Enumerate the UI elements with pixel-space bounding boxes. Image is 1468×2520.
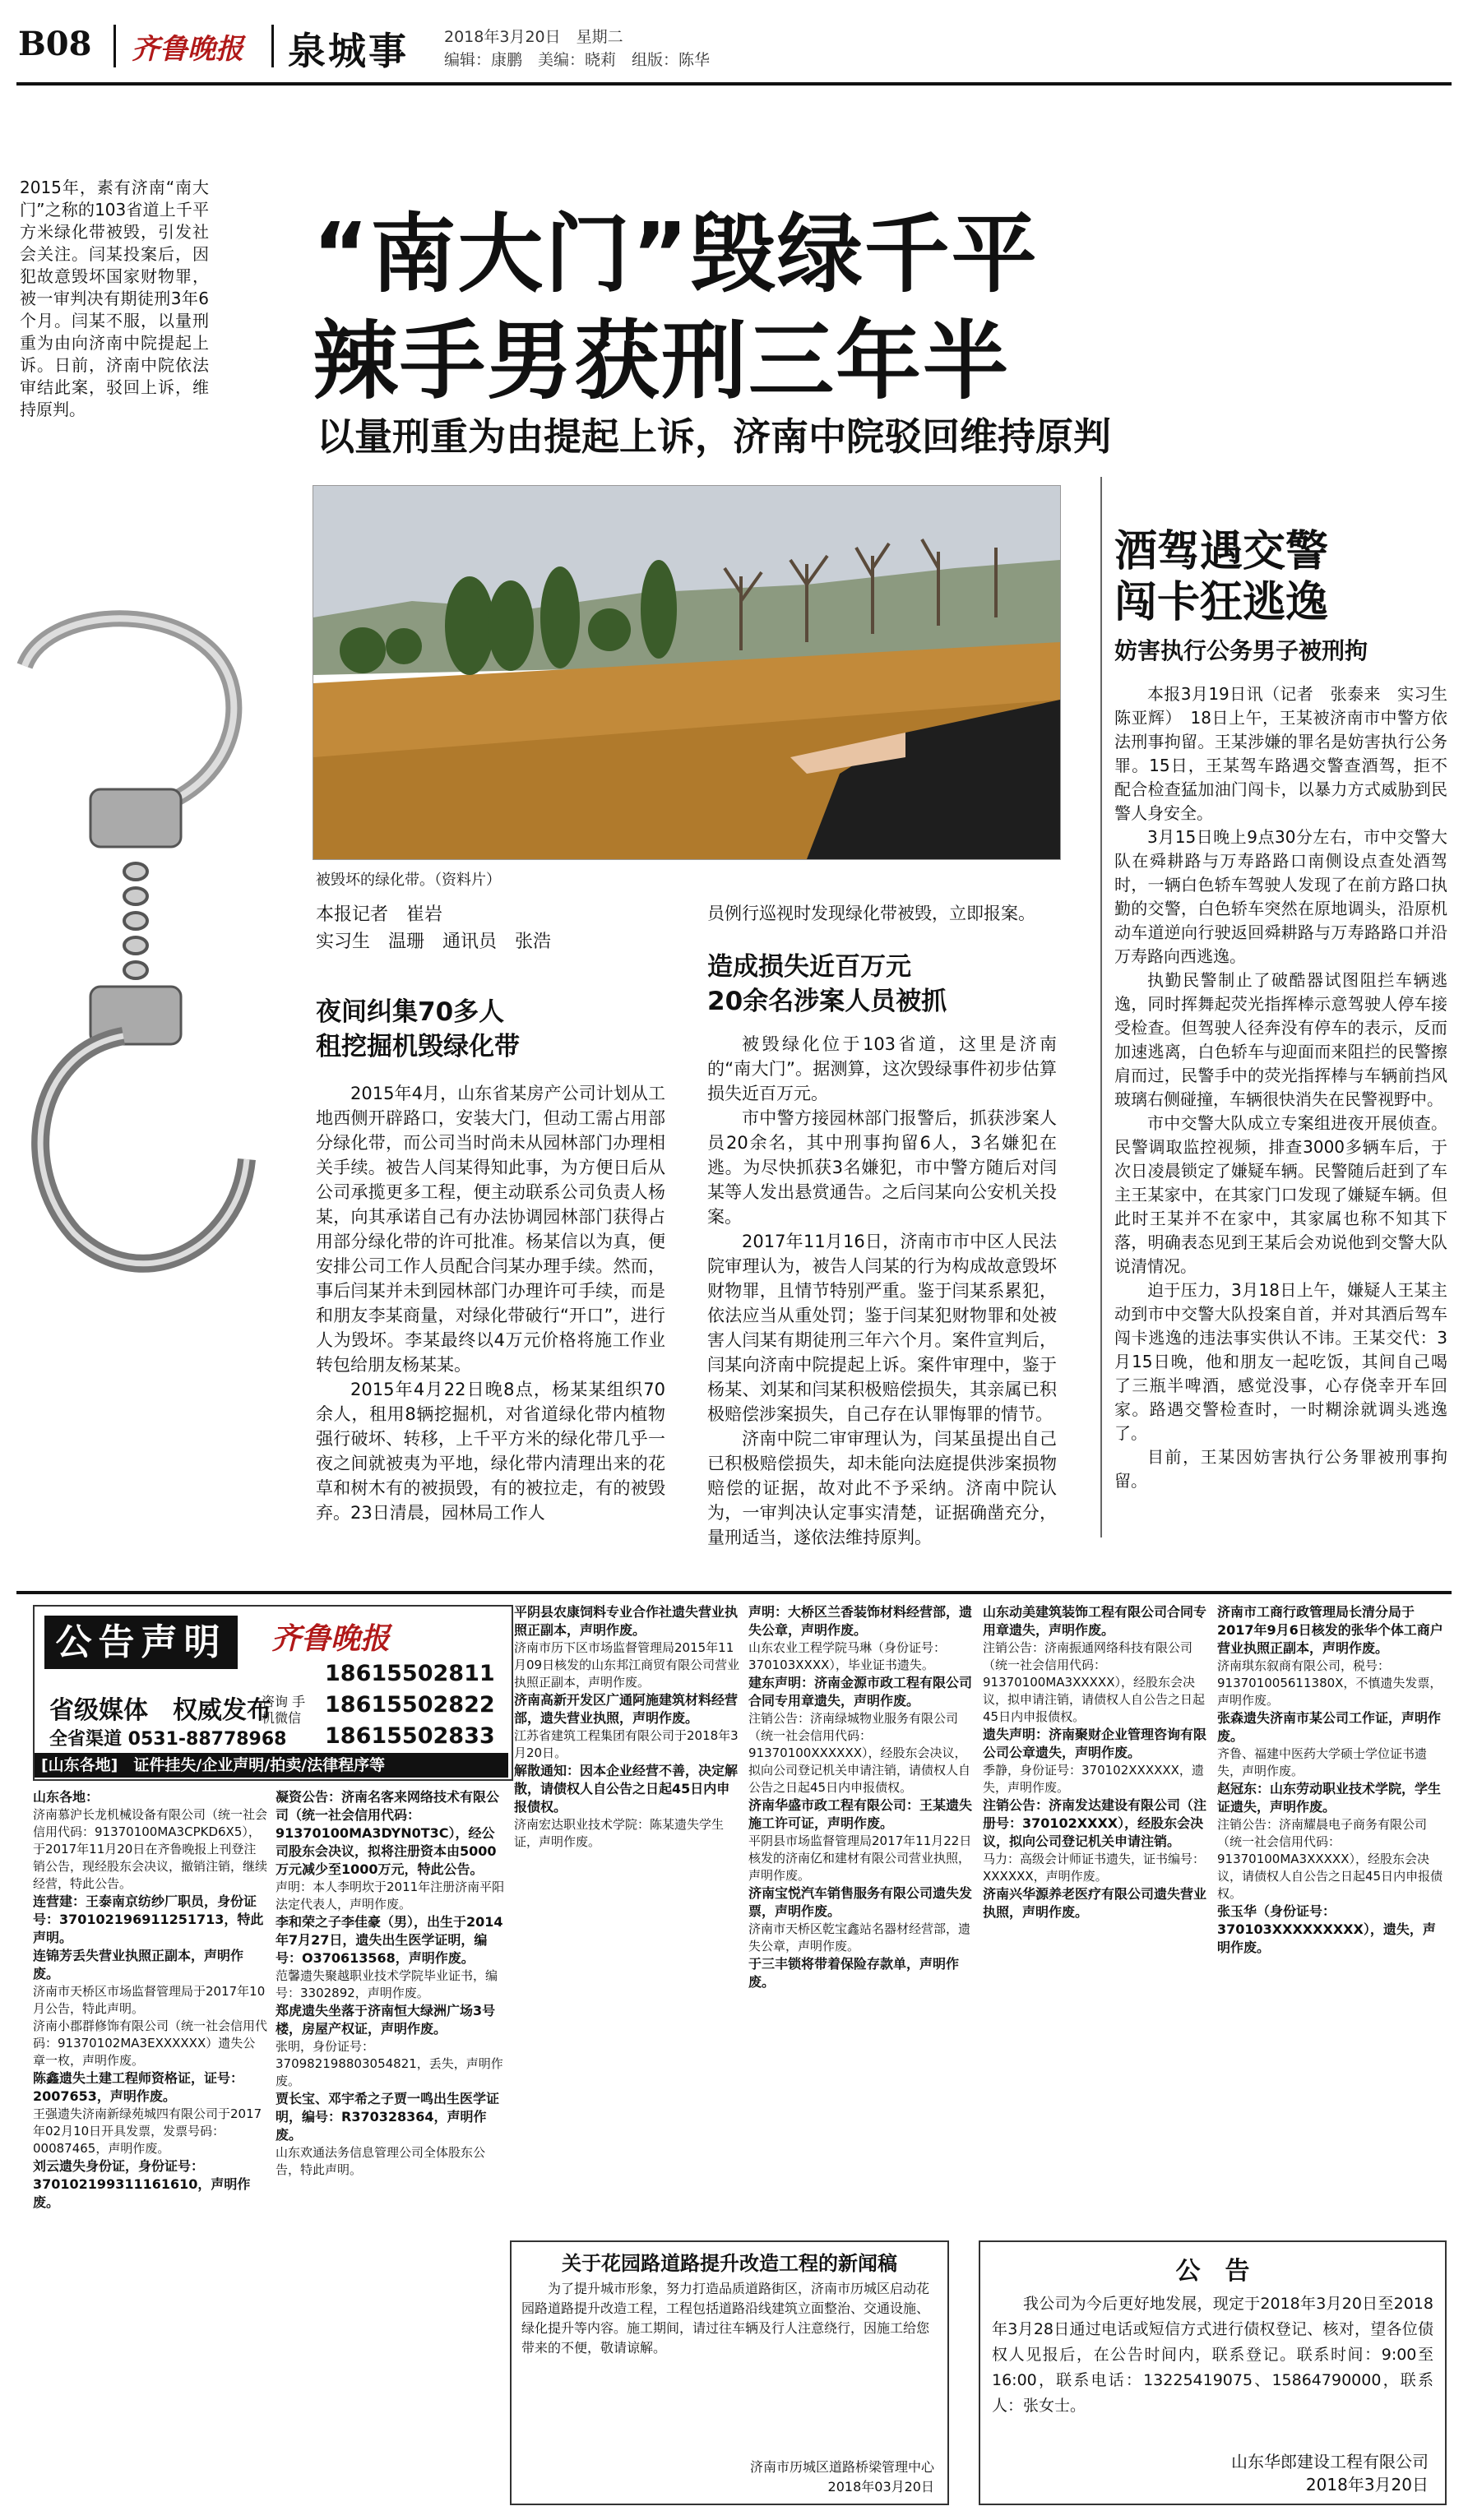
notice-date: 2018年3月20日 (1305, 2475, 1429, 2495)
subhead-2a: 造成损失近百万元 (707, 952, 911, 982)
page-number: B08 (18, 25, 92, 63)
issue-date: 2018年3月20日 星期二 (444, 28, 623, 46)
newspaper-logo: 齐鲁晚报 (132, 33, 243, 66)
ad-item: 济南华盛市政工程有限公司：王某遗失施工许可证，声明作废。 (748, 1797, 973, 1831)
article-column-2 (707, 1032, 1057, 1550)
paragraph: 执勤民警制止了破酷器试图阻拦车辆逃逸，同时挥舞起荧光指挥棒示意驾驶人停车接受检查。但驾驶人径奔没有停车的表示，反而加速逃离，白色轿车与迎面而来阻拦的民警擦肩而过，民警手中的荧光指挥棒与车辆前挡风玻璃右侧碰撞，车辆很快消失在民警视野中。 (1114, 970, 1447, 1109)
paragraph: 被毁绿化位于103省道，这里是济南的“南大门”。据测算，这次毁绿事件初步估算损失近百万元。 (707, 1034, 1057, 1103)
news-release-text: 为了提升城市形象，努力打造品质道路街区，济南市历城区启动花园路道路提升改造工程，工程包括道路沿线建筑立面整治、交通设施、绿化提升等内容。施工期间，请过往车辆及行人注意绕行，因施工给您带来的不便，敬请谅解。 (521, 2281, 930, 2356)
ad-slogan: 省级媒体 权威发布 (49, 1696, 271, 1725)
ad-column-1 (33, 1788, 267, 2504)
ad-item: 凝资公告：济南名客来网络技术有限公司（统一社会信用代码：91370100MA3DYN0T3C），经公司股东会决议，拟将注册资本由5000万元减少至1000万元，特此公告。 (276, 1789, 500, 1877)
news-photo (313, 485, 1061, 860)
notice-company: 山东华郎建设工程有限公司 (1231, 2452, 1429, 2471)
ad-item: 郑虎遗失坐落于济南恒大绿洲广场3号楼，房屋产权证，声明作废。 (276, 2003, 496, 2037)
ad-column-2 (276, 1788, 506, 2504)
ad-item: 声明：本人李明坎于2011年注册济南平阳法定代表人，声明作废。 (276, 1880, 505, 1912)
paragraph: 本报3月19日讯（记者 张泰来 实习生 陈亚辉） 18日上午，王某被济南市中警方依法刑事拘留。王某涉嫌的罪名是妨害执行公务罪。15日，王某驾车路遇交警查酒驾，拒不配合检查猛加油门闯卡，以暴力方式威胁到民警人身安全。 (1114, 684, 1464, 823)
ad-column-5 (983, 1603, 1209, 2228)
ad-item: 济南市工商行政管理局长清分局于2017年9月6日核发的张华个体工商户营业执照正副本，声明作废。 (1217, 1604, 1443, 1656)
ad-item: 济南高新开发区广通阿施建筑材料经营部，遗失营业执照，声明作废。 (514, 1692, 739, 1726)
ad-item: 山东农业工程学院马琳（身份证号：370103XXXX），毕业证书遗失。 (748, 1640, 947, 1672)
paragraph: 3月15日晚上9点30分左右，市中交警大队在舜耕路与万寿路路口南侧设点查处酒驾时，一辆白色轿车驾驶人发现了在前方路口执勤的交警，白色轿车突然在原地调头，沿原机动车道逆向行驶返回舜耕路与万寿路路口并沿万寿路向西逃逸。 (1114, 827, 1447, 966)
headline-subtitle: 以量刑重为由提起上诉，济南中院驳回维持原判 (317, 414, 1111, 459)
ad-item: 济南小郡群修饰有限公司（统一社会信用代码：91370102MA3EXXXXXX）遗失公章一枚，声明作废。 (33, 2018, 268, 2068)
ad-item: 济南兴华源养老医疗有限公司遗失营业执照，声明作废。 (983, 1886, 1207, 1920)
ad-paper-logo: 齐鲁晚报 (271, 1621, 391, 1656)
headline-line-1: “南大门”毁绿千平 (313, 204, 1039, 304)
creditor-notice-box (979, 2240, 1447, 2505)
paragraph: 目前，王某因妨害执行公务罪被刑事拘留。 (1114, 1447, 1447, 1491)
ad-item: 季静，身份证号：370102XXXXXX，遗失，声明作废。 (983, 1763, 1204, 1795)
ad-item: 平阴县农康饲料专业合作社遗失营业执照正副本，声明作废。 (514, 1604, 739, 1638)
ad-item: 刘云遗失身份证，身份证号：370102199311161610，声明作废。 (33, 2158, 251, 2210)
article-column-1 (316, 1081, 665, 1550)
side-subtitle: 妨害执行公务男子被刑拘 (1114, 637, 1368, 664)
ad-item: 江苏省建筑工程集团有限公司于2018年3月20日。 (514, 1728, 739, 1760)
subhead-2b: 20余名涉案人员被抓 (707, 987, 947, 1016)
paragraph: 市中交警大队成立专案组进夜开展侦查。民警调取监控视频，排查3000多辆车后，于次日凌晨锁定了嫌疑车辆。民警随后赶到了车主王某家中，在其家门口发现了嫌疑车辆。但此时王某并不在家中，其家属也称不知其下落，明确表态见到王某后会劝说他到交警大队说清情况。 (1114, 1113, 1447, 1276)
divider (113, 25, 116, 67)
paragraph: 2015年4月，山东省某房产公司计划从工地西侧开辟路口，安装大门，但动工需占用部分绿化带，而公司当时尚未从园林部门办理相关手续。被告人闫某得知此事，为方便日后从公司承揽更多工程，便主动联系公司负责人杨某，向其承诺自己有办法协调园林部门获得占用部分绿化带的许可批准。杨某信以为真，便安排公司工作人员配合闫某办理手续。然而，事后闫某并未到园林部门办理许可手续，而是和朋友李某商量，对绿化带破行“开口”，进行人为毁坏。李某最终以4万元价格将施工作业转包给朋友杨某某。 (316, 1084, 665, 1375)
ad-item: 山东欢通法务信息管理公司全体股东公告，特此声明。 (276, 2145, 486, 2177)
section-title: 泉城事 (288, 29, 409, 73)
ad-section-rule (16, 1591, 1452, 1594)
ad-item: 连营建：王泰南京纺纱厂职员，身份证号：370102196911251713，特此声明。 (33, 1893, 264, 1945)
ad-phone: 18615502833 (325, 1723, 495, 1749)
ad-item: 贾长宝、邓宇希之子贾一鸣出生医学证明，编号：R370328364，声明作废。 (276, 2091, 500, 2143)
ad-item: 连锦芳丢失营业执照正副本，声明作废。 (33, 1948, 244, 1981)
ad-item: 赵冠东：山东劳动职业技术学院，学生证遗失，声明作废。 (1217, 1781, 1442, 1815)
ad-item: 齐鲁、福建中医药大学硕士学位证书遗失，声明作废。 (1217, 1746, 1428, 1778)
ad-item: 注销公告：济南耀晨电子商务有限公司（统一社会信用代码：91370100MA3XXXXX），经股东会决议，请债权人自公告之日起45日内申报债权。 (1217, 1817, 1443, 1901)
news-release-date: 2018年03月20日 (827, 2479, 934, 2495)
editor-credits: 编辑：康鹏 美编：晓莉 组版：陈华 (444, 51, 711, 69)
ad-item: 范馨遗失聚越职业技术学院毕业证书，编号：3302892，声明作废。 (276, 1968, 498, 2000)
news-release-title: 关于花园路道路提升改造工程的新闻稿 (562, 2252, 897, 2275)
byline-reporter: 本报记者 崔岩 (316, 904, 443, 925)
ad-phone: 18615502811 (325, 1661, 495, 1686)
ad-item: 于三丰锁将带着保险存款单，声明作废。 (748, 1956, 960, 1990)
ad-item: 注销公告：济南发达建设有限公司（注册号：370102XXXX），经股东会决议，拟向公司登记机关申请注销。 (983, 1797, 1207, 1849)
ad-category-bar: [山东各地] 证件挂失/企业声明/拍卖/法律程序等 (35, 1753, 508, 1778)
subhead-1b: 租挖掘机毁绿化带 (316, 1032, 520, 1061)
ad-item: 济南琪东叙商有限公司，税号：913701005611380X，不慎遗失发票，声明作废。 (1217, 1658, 1443, 1708)
notice-title: 公 告 (1175, 2257, 1250, 2286)
ad-item: 济南市天桥区乾宝鑫站名器材经营部，遗失公章，声明作废。 (748, 1921, 971, 1954)
ad-item: 山东各地： (33, 1789, 100, 1805)
ad-item: 济南宏达职业技术学院：陈某遗失学生证，声明作废。 (514, 1817, 725, 1849)
ad-item: 注销公告：济南绿城物业服务有限公司（统一社会信用代码：91370100XXXXXX），经股东会决议，拟向公司登记机关申请注销，请债权人自公告之日起45日内申报债权。 (748, 1711, 971, 1795)
ad-item: 李和荣之子李佳豪（男），出生于2014年7月27日，遗失出生医学证明，编号：O370613568，声明作废。 (276, 1914, 503, 1966)
ad-item: 张森遗失济南市某公司工作证，声明作废。 (1217, 1710, 1442, 1744)
ad-column-4 (748, 1603, 975, 2228)
ad-item: 马力：高级会计师证书遗失，证书编号：XXXXXX，声明作废。 (983, 1852, 1206, 1884)
headline-line-2: 辣手男获刑三年半 (313, 311, 1011, 411)
divider (271, 25, 274, 67)
ad-item: 济南市历下区市场监督管理局2015年11月09日核发的山东邦江商贸有限公司营业执照正副本，声明作废。 (514, 1640, 740, 1690)
paragraph: 2017年11月16日，济南市市中区人民法院审理认为，被告人闫某的行为构成故意毁坏财物罪，且情节特别严重。鉴于闫某系累犯，依法应当从重处罚；鉴于闫某犯财物罪和处被害人闫某有期徒刑三年六个月。案件宣判后，闫某向济南中院提起上诉。案件审理中，鉴于杨某、刘某和闫某积极赔偿损失，其亲属已积极赔偿涉案损失，自己存在认罪悔罪的情节。 (707, 1232, 1057, 1424)
side-headline-1: 酒驾遇交警 (1114, 527, 1329, 576)
ad-item: 陈鑫遗失土建工程师资格证，证号：2007653，声明作废。 (33, 2070, 244, 2104)
ad-item: 建东声明：济南金源市政工程有限公司合同专用章遗失，声明作废。 (748, 1675, 973, 1709)
ad-item: 山东动美建筑装饰工程有限公司合同专用章遗失，声明作废。 (983, 1604, 1207, 1638)
ad-item: 平阴县市场监督管理局2017年11月22日核发的济南亿和建材有限公司营业执照，声明作废。 (748, 1833, 972, 1883)
paragraph: 市中警方接园林部门报警后，抓获涉案人员20余名，其中刑事拘留6人，3名嫌犯在逃。为尽快抓获3名嫌犯，市中警方随后对闫某等人发出悬赏通告。之后闫某向公安机关投案。 (707, 1108, 1057, 1227)
ad-item: 济南宝悦汽车销售服务有限公司遗失发票，声明作废。 (748, 1885, 973, 1919)
page-header (0, 0, 1468, 82)
ad-item: 张玉华（身份证号：370103XXXXXXXXX），遗失，声明作废。 (1217, 1903, 1436, 1955)
ad-phone: 18615502822 (325, 1692, 495, 1718)
photo-caption: 被毁坏的绿化带。（资料片） (316, 872, 501, 889)
side-headline-2: 闯卡狂逃逸 (1114, 578, 1329, 627)
ad-item: 遗失声明：济南聚财企业管理咨询有限公司公章遗失，声明作废。 (983, 1727, 1207, 1760)
notice-text: 我公司为今后更好地发展，现定于2018年3月20日至2018年3月28日通过电话或短信方式进行债权登记、核对，望各位债权人见报后，在公告时间内，联系登记。联系时间：9:00至16:00，联系电话：13225419075、15864790000，联系人：张女士。 (992, 2295, 1433, 2415)
ad-item: 声明：大桥区兰香装饰材料经营部，遗失公章，声明作废。 (748, 1604, 973, 1638)
news-release-box (510, 2240, 949, 2505)
news-release-signer: 济南市历城区道路桥梁管理中心 (749, 2459, 934, 2475)
ad-channel: 全省渠道 0531-88778968 (49, 1729, 287, 1750)
paragraph: 迫于压力，3月18日上午，嫌疑人王某主动到市中交警大队投案自首，并对其酒后驾车闯卡逃逸的违法事实供认不讳。王某交代：3月15日晚，他和朋友一起吃饭，其间自己喝了三瓶半啤酒，感觉没事，心存侥幸开车回家。路遇交警检查时，一时糊涂就调头逃逸了。 (1114, 1280, 1447, 1443)
handcuffs-image (0, 592, 271, 1447)
ad-item: 解散通知：因本企业经营不善，决定解散，请债权人自公告之日起45日内申报债权。 (514, 1763, 739, 1815)
subhead-1a: 夜间纠集70多人 (316, 997, 505, 1027)
ad-column-6 (1217, 1603, 1447, 2228)
column-divider (1100, 477, 1102, 1537)
ad-item: 注销公告：济南振通网络科技有限公司（统一社会信用代码：91370100MA3XXXXX），经股东会决议，拟申请注销，请债权人自公告之日起45日内申报债权。 (983, 1640, 1206, 1724)
ad-badge: 公告声明 (44, 1616, 238, 1669)
ad-item: 济南慕沪长龙机械设备有限公司（统一社会信用代码：91370100MA3CPKD6X5），于2017年11月20日在齐鲁晚报上刊登注销公告，现经股东会决议，撤销注销，继续经营，特此公告。 (33, 1807, 268, 1891)
paragraph: 济南中院二审审理认为，闫某虽提出自己已积极赔偿损失，却未能向法庭提供涉案损物赔偿的证据，故对此不予采纳。济南中院认为，一审判决认定事实清楚，证据确凿充分，量刑适当，遂依法维持原判。 (707, 1429, 1057, 1547)
byline-credits: 实习生 温珊 通讯员 张浩 (316, 932, 552, 952)
lede-summary: 2015年，素有济南“南大门”之称的103省道上千平方米绿化带被毁，引发社会关注。闫某投案后，因犯故意毁坏国家财物罪，被一审判决有期徒刑3年6个月。闫某不服，以量刑重为由向济南中院提起上诉。日前，济南中院依法审结此案，驳回上诉，维持原判。 (20, 178, 209, 419)
ad-item: 王强遗失济南新绿苑城四有限公司于2017年02月10日开具发票，发票号码：00087465，声明作废。 (33, 2106, 262, 2156)
paragraph: 2015年4月22日晚8点，杨某某组织70余人，租用8辆挖掘机，对省道绿化带内植物强行破坏、转移，上千平方米的绿化带几乎一夜之间就被夷为平地，绿化带内清理出来的花草和树木有的被损毁，有的被拉走，有的被毁弃。23日清晨，园林局工作人 (316, 1380, 665, 1523)
header-rule (16, 82, 1452, 86)
ad-item: 张明，身份证号：370982198803054821，丢失，声明作废。 (276, 2039, 503, 2088)
ad-wechat-label: 咨询 手机微信 (262, 1694, 306, 1726)
ad-item: 济南市天桥区市场监督管理局于2017年10月公告，特此声明。 (33, 1984, 266, 2016)
column-2-top: 员例行巡视时发现绿化带被毁，立即报案。 (707, 904, 1035, 923)
ad-column-3 (514, 1603, 740, 2228)
side-article (1114, 682, 1464, 1546)
